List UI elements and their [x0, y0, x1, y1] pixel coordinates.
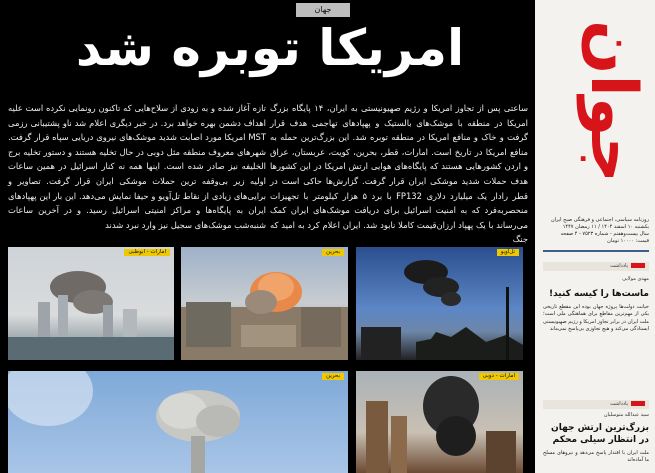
headline: امریکا توبره شد — [75, 19, 465, 77]
masthead-sidebar — [535, 0, 655, 473]
tag-marker-icon — [631, 401, 645, 406]
photo-caption: تل‌آویو — [497, 249, 519, 256]
explosion-scene — [181, 247, 348, 360]
photo-caption: امارات - ابوظبی — [124, 249, 170, 256]
note-author: سید عبدالله متوسلیان — [603, 412, 649, 418]
skyline-scene — [8, 247, 174, 360]
note-tag — [543, 262, 649, 271]
section-tag — [296, 3, 350, 17]
note-tag — [543, 400, 649, 409]
photo-tel-aviv — [356, 247, 523, 360]
smoke-scene — [356, 247, 523, 360]
section-tag-label: جهان — [314, 5, 332, 14]
tag-marker-icon — [631, 263, 645, 268]
photo-caption: بحرین — [322, 373, 344, 380]
photo-dubai — [356, 371, 523, 473]
photo-bahrain-cloud — [8, 371, 348, 473]
cloud-scene — [8, 371, 348, 473]
photo-caption: بحرین — [322, 249, 344, 256]
photo-bahrain-explosion — [181, 247, 348, 360]
dubai-scene — [356, 371, 523, 473]
meta-line: روزنامه سیاسی، اجتماعی و فرهنگی صبح ایران — [550, 217, 649, 223]
note-title: بزرگ‌ترین ارتش جهان در انتظار سیلی محکم — [551, 423, 649, 445]
note-body: ملت ایران با اقتدار پاسخ می‌دهد و نیروهای مسلح ما آماده‌اند — [543, 450, 649, 464]
note-tag-label: یادداشت — [610, 263, 628, 269]
meta-line: سال بیست‌وهفتم - شماره ۷۵۲۳ - ۴ صفحه — [560, 231, 649, 237]
note-author: مهدی مولایی — [622, 276, 649, 282]
meta-line: قیمت: ۱۰۰۰۰ تومان — [607, 238, 649, 244]
photo-caption: امارات - دوبی — [479, 373, 519, 380]
article-column-right: ساعتی پس از تجاوز امریکا و رژیم صهیونیستی به ایران، ۱۴ پایگاه بزرگ امریکا در منطقه با موشک‌های بالستیک و پهپادهای تهاجمی هدف قرار گرفت و خاک و منافع امریکا در منطقه توبره شد. این بزرگ‌ترین حمله به منافع امریکا در تاریخ است. امارات، قطر، بحرین، کویت، عربستان، عراق و اردن کشورهایی هستند که پایگاه‌های هوایی ارتش امریکا در این کشورها هدف حملات شدید موشکی ایران قرار گرفت. گزارش‌ها حاکی است در قطر رادار یک میلیارد دلاری FP132 با برد ۵ هزار کیلومتر با تجهیزات منحصربه‌فرد که به امنیت اسرائیل برای دریافت موشک‌های ایران کمک می‌رساند با یک پهپاد ارزان‌قیمت کاملا نابود شد. ایران اعلام کرد به امید که جنگ — [270, 103, 528, 245]
masthead-meta — [543, 217, 649, 245]
divider — [543, 250, 649, 252]
note-title: ماست‌ها را کیسه کنید! — [548, 289, 649, 299]
photo-abu-dhabi — [8, 247, 174, 360]
article-column-left: تازه آغاز شده و به زودی از سلاح‌هایی که تاکنون رونمایی نکرده است علیه اهداف دشمن بهره خواهد برد. در خبر دیگری اعلام شد ناو پشتیبانی رزمی MST امریکا مورد اصابت شدید موشک‌های نیروی دریایی سپاه قرار گرفت. شهرهای معروف منطقه مثل دوبی در حال تخلیه هستند و دستور تخلیه برج الخلیفه نیز صادر شده است. اینها همه نه کنار اسرائیل در همین ساعات اولیه زیر بی‌وقفه ترین حملات موشکی ایران قرار گرفت. تصاویر و برایی‌های زیادی از نقاط تل‌آویو و حیفا نمایش می‌دهد. این بار این پهپادهای ایران به پایگاه‌ها و مراکز امنیتی اسرائیل رسید. و در آخرین ساعات شنبه‌شب موشک‌های سجیل نیز وارد نبرد شدند — [8, 103, 266, 230]
note-body: خیانت دولت‌ها پروژه جهان بوده این مقطع تاریخی یکی از مهم‌ترین مقاطع برای هماهنگی ملی است؛ ملت ایران در برابر تجاوز امریکا و رژیم صهیونیستی ایستادگی می‌کند و هیچ تجاوزی بی‌پاسخ نمی‌ماند — [543, 304, 649, 333]
meta-line: یکشنبه ۱۰ اسفند ۱۴۰۴ / ۱۱ رمضان ۱۴۴۷ — [562, 224, 649, 230]
note-tag-label: یادداشت — [610, 401, 628, 407]
newspaper-logo: جوان — [576, 19, 650, 183]
